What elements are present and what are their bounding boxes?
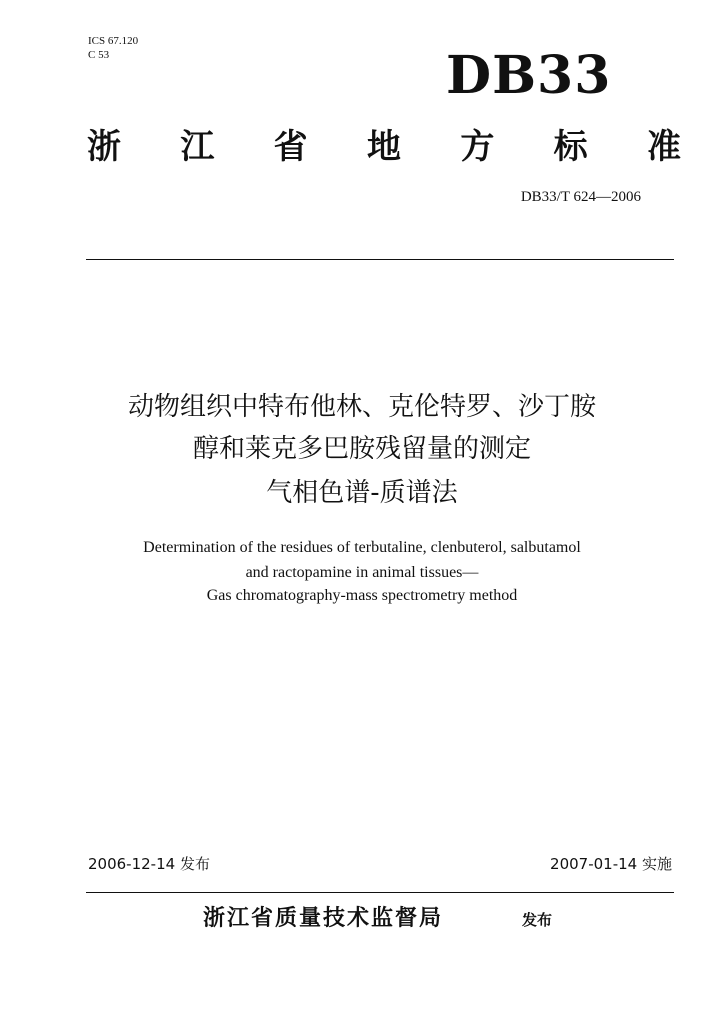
english-title-line-3: Gas chromatography-mass spectrometry method: [206, 587, 518, 604]
ics-number: ICS 67.120: [88, 35, 139, 47]
chinese-title-line-2: 醇和莱克多巴胺残留量的测定: [192, 434, 531, 464]
issued-label: 发布: [522, 911, 553, 929]
chinese-title-line-3: 气相色谱-质谱法: [266, 478, 458, 508]
standard-type-char: 浙: [87, 127, 121, 167]
english-title-line-1: Determination of the residues of terbutaline, clenbuterol, salbutamol: [143, 539, 581, 556]
standard-type-char: 地: [366, 127, 401, 167]
top-divider: [86, 259, 674, 260]
standard-type-char: 准: [646, 127, 681, 167]
implementation-date: 2007-01-14 实施: [550, 855, 672, 873]
standard-type-char: 省: [273, 127, 308, 167]
issue-date: 2006-12-14 发布: [88, 855, 210, 873]
issuing-authority: 浙江省质量技术监督局: [203, 906, 444, 931]
standard-type-char: 方: [460, 127, 495, 167]
standard-type-heading: [84, 124, 684, 170]
chinese-title-line-1: 动物组织中特布他林、克伦特罗、沙丁胺: [127, 392, 596, 422]
standard-type-char: 标: [553, 127, 588, 167]
standard-type-char: 江: [180, 127, 215, 167]
standard-code: DB33/T 624—2006: [520, 189, 641, 205]
bottom-divider: [86, 892, 674, 893]
db33-logo: DB33: [446, 45, 612, 106]
classification-code: C 53: [88, 49, 110, 61]
english-title-line-2: and ractopamine in animal tissues—: [245, 564, 479, 581]
